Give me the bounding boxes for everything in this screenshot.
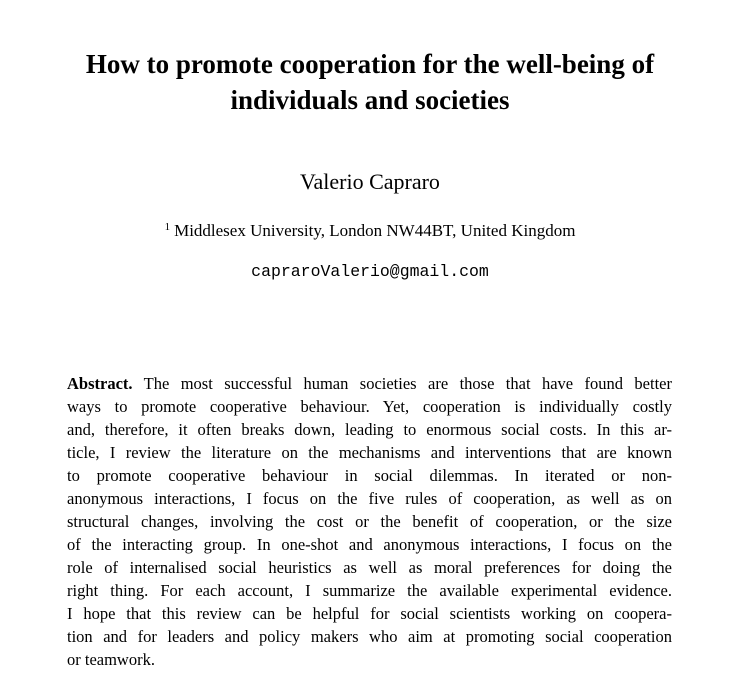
abstract-line: anonymous interactions, I focus on the five rules of cooperation, as well as on [67, 489, 672, 508]
abstract-line: of the interacting group. In one-shot and anonymous interactions, I focus on the [67, 535, 672, 554]
abstract-line: structural changes, involving the cost or the benefit of cooperation, or the size [67, 512, 672, 531]
abstract-label: Abstract. [67, 374, 133, 393]
author-name: Valerio Capraro [300, 169, 440, 194]
abstract-line: to promote cooperative behaviour in social dilemmas. In iterated or non- [67, 466, 672, 485]
abstract-line: and, therefore, it often breaks down, leading to enormous social costs. In this ar- [67, 420, 672, 439]
title-line-1: How to promote cooperation for the well-being of [85, 49, 655, 79]
abstract [67, 372, 672, 671]
title-line-2: individuals and societies [230, 85, 510, 115]
affiliation-text: Middlesex University, London NW44BT, United Kingdom [174, 221, 576, 240]
abstract-line [67, 372, 672, 395]
abstract-line: ways to promote cooperative behaviour. Yet, cooperation is individually costly [67, 397, 672, 416]
abstract-line: I hope that this review can be helpful for social scientists working on coopera- [67, 604, 672, 623]
affiliation-mark: 1 [164, 221, 171, 233]
abstract-line: tion and for leaders and policy makers who aim at promoting social cooperation [67, 627, 672, 646]
abstract-line: ticle, I review the literature on the mechanisms and interventions that are known [67, 443, 672, 462]
abstract-line: right thing. For each account, I summarize the available experimental evidence. [67, 581, 672, 600]
affiliation [0, 216, 740, 242]
author-email: capraroValerio@gmail.com [251, 262, 489, 281]
abstract-line: role of internalised social heuristics as well as moral preferences for doing the [67, 558, 672, 577]
paper-title [40, 46, 700, 118]
abstract-line: or teamwork. [67, 650, 155, 669]
abstract-line-text: The most successful human societies are those that have found better [143, 374, 672, 393]
